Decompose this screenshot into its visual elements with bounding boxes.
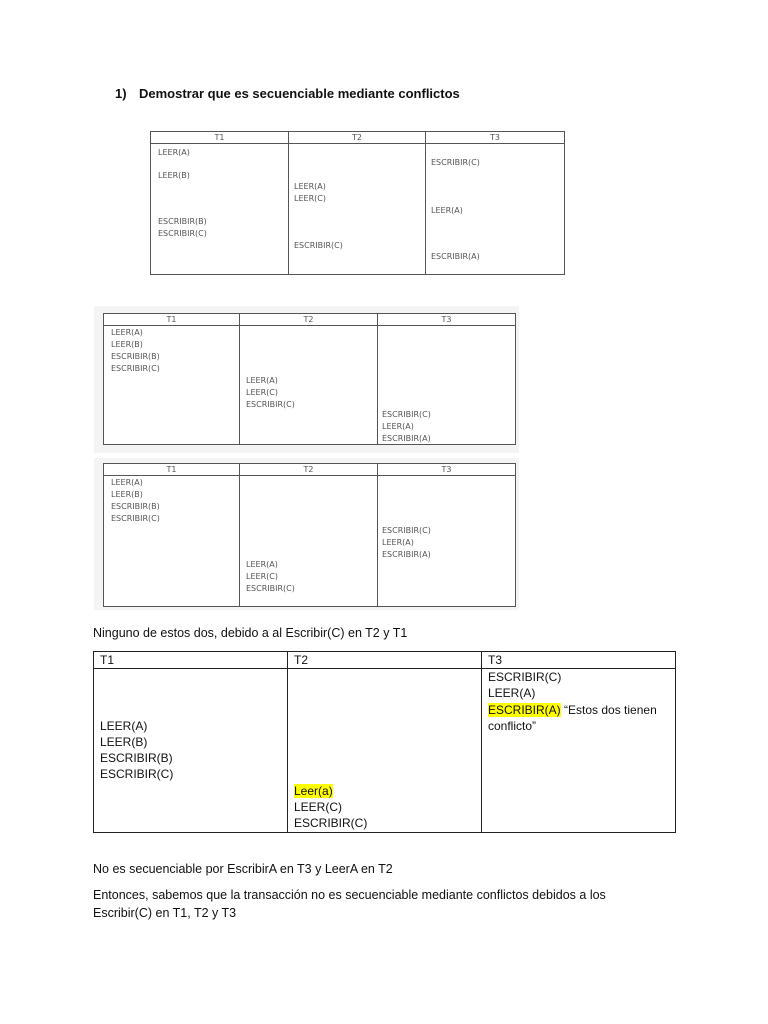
cell-t1 (151, 144, 289, 275)
op: LEER(C) (246, 388, 278, 397)
op: LEER(A) (294, 182, 326, 191)
op: ESCRIBIR(C) (382, 410, 431, 419)
op: LEER(C) (246, 572, 278, 581)
cell-t2 (240, 476, 378, 607)
cell-t1 (104, 476, 240, 607)
op: ESCRIBIR(C) (431, 158, 480, 167)
col-header-t3: T3 (482, 652, 676, 669)
op: LEER(A) (158, 148, 190, 157)
op: ESCRIBIR(B) (111, 352, 160, 361)
conclusion-2-line2: Escribir(C) en T1, T2 y T3 (93, 906, 237, 920)
op-highlighted: ESCRIBIR(A) (488, 703, 561, 717)
conclusion-2-line1: Entonces, sabemos que la transacción no es secuenciable mediante conflictos debidos a los (93, 888, 606, 902)
col-header-t1: T1 (104, 314, 240, 326)
op: ESCRIBIR(A) (382, 434, 431, 443)
op: ESCRIBIR(C) (246, 584, 295, 593)
col-header-t2: T2 (240, 314, 378, 326)
conclusion-1: No es secuenciable por EscribirA en T3 y LeerA en T2 (93, 862, 393, 876)
op: ESCRIBIR(A) (382, 550, 431, 559)
op: LEER(A) (111, 328, 143, 337)
op: LEER(B) (111, 340, 143, 349)
op: LEER(C) (294, 194, 326, 203)
op: LEER(B) (100, 735, 148, 749)
question-text: Demostrar que es secuenciable mediante conflictos (139, 86, 460, 101)
schedule-table (93, 651, 676, 833)
question-heading (115, 86, 460, 101)
op: ESCRIBIR(C) (100, 767, 174, 781)
op: ESCRIBIR(C) (158, 229, 207, 238)
op: LEER(B) (111, 490, 143, 499)
col-header-t3: T3 (378, 464, 516, 476)
op: ESCRIBIR(C) (294, 816, 368, 830)
col-header-t1: T1 (151, 132, 289, 144)
col-header-t2: T2 (240, 464, 378, 476)
col-header-t2: T2 (289, 132, 426, 144)
col-header-t1: T1 (104, 464, 240, 476)
note-text: Ninguno de estos dos, debido a al Escribir(C) en T2 y T1 (93, 626, 408, 640)
op: ESCRIBIR(C) (111, 514, 160, 523)
cell-t1 (94, 669, 288, 833)
op: ESCRIBIR(C) (111, 364, 160, 373)
op: LEER(A) (246, 560, 278, 569)
op: ESCRIBIR(B) (100, 751, 173, 765)
op: LEER(A) (382, 538, 414, 547)
schedule-image-1 (150, 131, 565, 275)
col-header-t1: T1 (94, 652, 288, 669)
cell-t3 (426, 144, 565, 275)
op: LEER(A) (111, 478, 143, 487)
op: LEER(A) (488, 686, 536, 700)
cell-t3 (378, 476, 516, 607)
op: ESCRIBIR(B) (111, 502, 160, 511)
question-number: 1) (115, 86, 127, 101)
op: LEER(B) (158, 171, 190, 180)
op: LEER(A) (431, 206, 463, 215)
col-header-t2: T2 (288, 652, 482, 669)
op: ESCRIBIR(C) (488, 670, 562, 684)
cell-t2 (240, 326, 378, 445)
col-header-t3: T3 (378, 314, 516, 326)
conflict-comment: “Estos dos tienen (560, 703, 657, 717)
op: LEER(A) (246, 376, 278, 385)
op: ESCRIBIR(C) (294, 241, 343, 250)
conflict-comment-cont: conflicto” (488, 719, 537, 733)
cell-t1 (104, 326, 240, 445)
schedule-image-3 (103, 463, 516, 607)
schedule-image-2 (103, 313, 516, 445)
op: ESCRIBIR(C) (246, 400, 295, 409)
op: ESCRIBIR(A) (431, 252, 480, 261)
cell-t2 (288, 669, 482, 833)
op: LEER(A) (100, 719, 148, 733)
op: LEER(C) (294, 800, 343, 814)
op: ESCRIBIR(B) (158, 217, 207, 226)
cell-t2 (289, 144, 426, 275)
cell-t3 (378, 326, 516, 445)
op-with-comment (488, 703, 657, 717)
op-highlighted: Leer(a) (294, 784, 333, 798)
op: LEER(A) (382, 422, 414, 431)
col-header-t3: T3 (426, 132, 565, 144)
op: ESCRIBIR(C) (382, 526, 431, 535)
cell-t3 (482, 669, 676, 833)
